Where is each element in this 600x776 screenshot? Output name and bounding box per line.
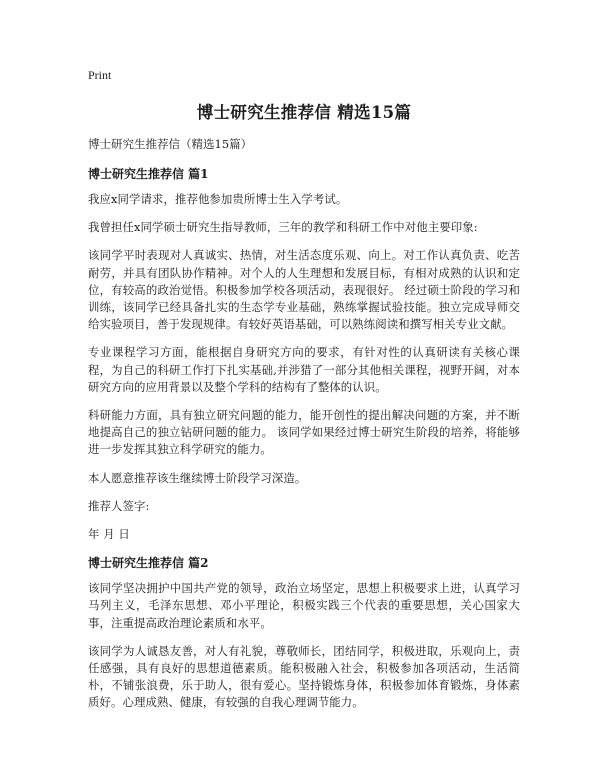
paragraph: 科研能力方面，具有独立研究问题的能力，能开创性的提出解决问题的方案，并不断地提高自己的独立钻研问题的能力。 该同学如果经过博士研究生阶段的培养，将能够进一步发挥其独立科学研究的能力。 — [88, 408, 520, 457]
paragraph: 本人愿意推荐该生继续博士阶段学习深造。 — [88, 470, 307, 485]
paragraph: 该同学平时表现对人真诚实、热情，对生活态度乐观、向上。对工作认真负责、吃苦耐劳，并具有团队协作精神。对个人的人生理想和发展目标，有相对成熟的认识和定位，有较高的政治觉悟。积极参加学校各项活动，表现很好。 经过硕士阶段的学习和训练，该同学已经具备扎实的生态学专业基础，熟练掌握试验技能。独立完成导师交给实验项目，善于发现规律。有较好英语基础，可以熟练阅读和撰写相关专业文献。 — [88, 248, 520, 332]
paragraph: 我曾担任x同学硕士研究生指导教师，三年的教学和科研工作中对他主要印象: — [88, 220, 478, 235]
date-line: 年 月 日 — [88, 527, 130, 542]
document-page — [88, 68, 520, 723]
document-subtitle: 博士研究生推荐信（精选15篇） — [88, 137, 253, 151]
section-heading: 博士研究生推荐信 篇1 — [88, 167, 209, 181]
section-1 — [88, 165, 520, 543]
section-heading: 博士研究生推荐信 篇2 — [88, 556, 209, 571]
paragraph: 该同学坚决拥护中国共产党的领导，政治立场坚定，思想上积极要求上进，认真学习马列主义，毛泽东思想、邓小平理论，积极实践三个代表的重要思想，关心国家大事，注重提高政治理论素质和水平。 — [88, 581, 520, 630]
paragraph: 我应x同学请求，推荐他参加贵所博士生入学考试。 — [88, 192, 348, 206]
print-link[interactable]: Print — [88, 68, 112, 82]
paragraph: 专业课程学习方面，能根据自身研究方向的要求，有针对性的认真研读有关核心课程，为自己的科研工作打下扎实基础,并涉猎了一部分其他相关课程，视野开阔，对本研究方向的应用背景以及整个学科的结构有了整体的认识。 — [88, 345, 520, 394]
paragraph: 该同学为人诚恳友善，对人有礼貌，尊敬师长，团结同学，积极进取，乐观向上，责任感强，具有良好的思想道德素质。能积极融入社会，积极参加各项活动，生活简朴，不铺张浪费，乐于助人，很有爱心。坚持锻炼身体，积极参加体育锻炼，身体素质好。心理成熟、健康，有较强的自我心理调节能力。 — [88, 643, 520, 710]
signature-line: 推荐人签字: — [88, 498, 150, 513]
document-title: 博士研究生推荐信 精选15篇 — [196, 103, 412, 122]
section-2 — [88, 554, 520, 711]
